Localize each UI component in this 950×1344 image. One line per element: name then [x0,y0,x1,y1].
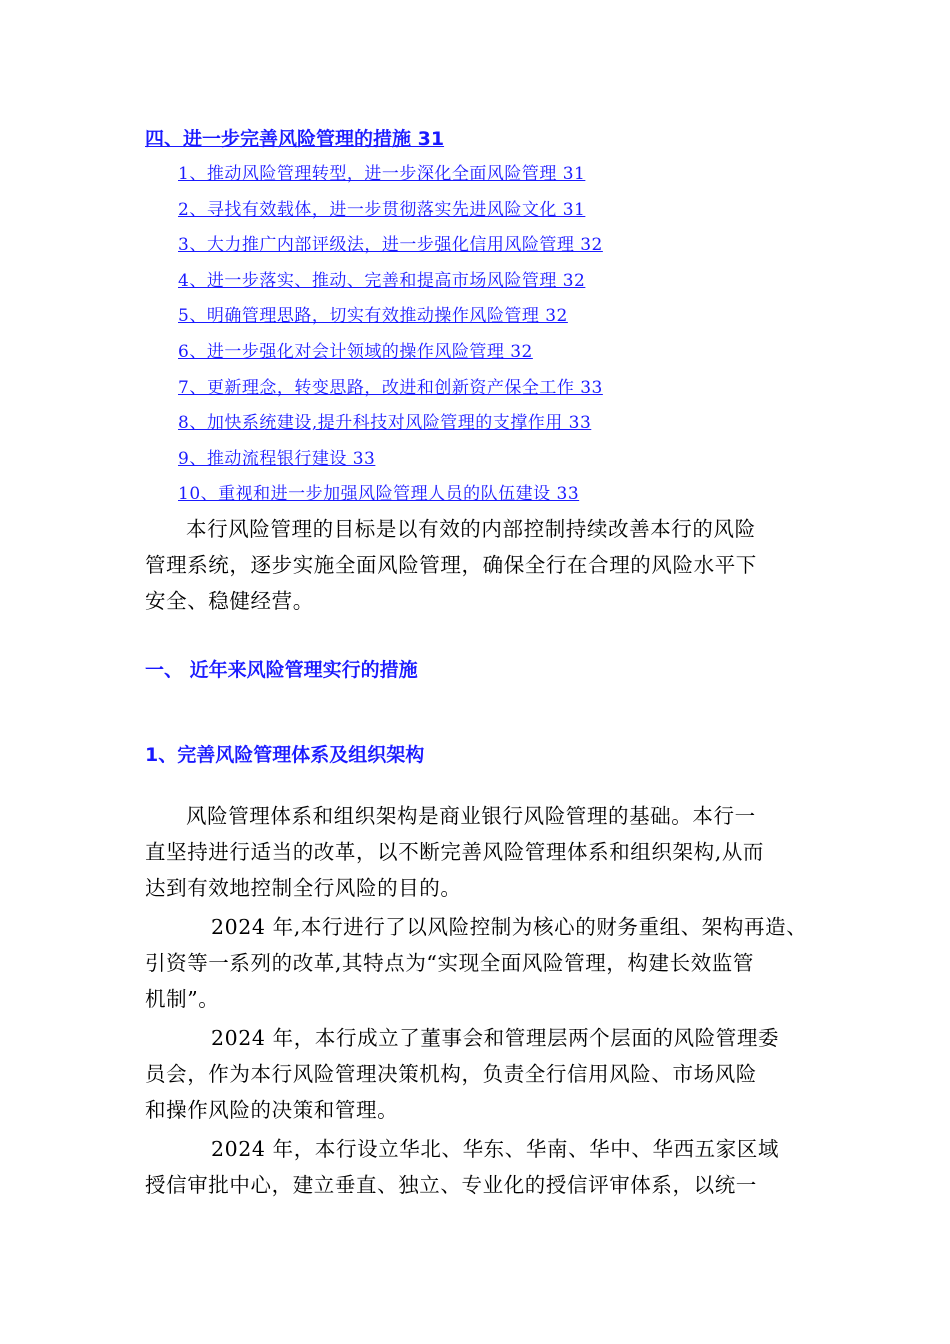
body-paragraph-1-line-1: 风险管理体系和组织架构是商业银行风险管理的基础。本行一 [186,804,756,828]
toc-item-6[interactable]: 6、进一步强化对会计领域的操作风险管理 32 [178,341,533,362]
toc-item-7[interactable]: 7、更新理念，转变思路，改进和创新资产保全工作 33 [178,377,603,398]
intro-line-2: 管理系统，逐步实施全面风险管理，确保全行在合理的风险水平下 [145,553,757,577]
body-paragraph-3-line-2: 员会，作为本行风险管理决策机构，负责全行信用风险、市场风险 [145,1062,757,1086]
toc-item-2[interactable]: 2、寻找有效载体，进一步贯彻落实先进风险文化 31 [178,199,586,220]
body-paragraph-2-line-2: 引资等一系列的改革,其特点为“实现全面风险管理，构建长效监管 [145,951,754,975]
body-paragraph-4-line-2: 授信审批中心，建立垂直、独立、专业化的授信评审体系，以统一 [145,1173,757,1197]
toc-item-8[interactable]: 8、加快系统建设,提升科技对风险管理的支撑作用 33 [178,413,592,434]
toc-item-5[interactable]: 5、明确管理思路，切实有效推动操作风险管理 32 [178,306,568,327]
body-paragraph-2 [145,909,808,1017]
toc-item-10[interactable]: 10、重视和进一步加强风险管理人员的队伍建设 33 [178,484,580,505]
body-paragraph-4-line-1: 2024 年，本行设立华北、华东、华南、华中、华西五家区域 [211,1137,780,1161]
body-paragraph-3 [145,1020,805,1128]
body-paragraph-1-line-2: 直坚持进行适当的改革，以不断完善风险管理体系和组织架构,从而 [145,840,765,864]
toc-heading-link[interactable]: 四、进一步完善风险管理的措施 31 [145,128,445,150]
toc-item-9[interactable]: 9、推动流程银行建设 33 [178,448,376,469]
body-paragraph-2-line-1: 2024 年,本行进行了以风险控制为核心的财务重组、架构再造、 [211,915,808,939]
intro-line-1: 本行风险管理的目标是以有效的内部控制持续改善本行的风险 [186,517,756,541]
toc-item-4[interactable]: 4、进一步落实、推动、完善和提高市场风险管理 32 [178,270,586,291]
intro-paragraph [145,511,805,619]
subsection-heading: 1、完善风险管理体系及组织架构 [145,744,425,766]
body-paragraph-4 [145,1131,805,1203]
intro-line-3: 安全、稳健经营。 [145,589,314,613]
body-paragraph-3-line-3: 和操作风险的决策和管理。 [145,1098,399,1122]
section-heading: 一、 近年来风险管理实行的措施 [145,659,418,681]
body-paragraph-1 [145,798,805,906]
toc-item-1[interactable]: 1、推动风险管理转型，进一步深化全面风险管理 31 [178,164,586,184]
body-paragraph-3-line-1: 2024 年，本行成立了董事会和管理层两个层面的风险管理委 [211,1026,780,1050]
toc-item-3[interactable]: 3、大力推广内部评级法，进一步强化信用风险管理 32 [178,235,603,256]
body-paragraph-1-line-3: 达到有效地控制全行风险的目的。 [145,876,462,900]
toc-list [178,160,603,516]
body-paragraph-2-line-3: 机制”。 [145,987,220,1011]
